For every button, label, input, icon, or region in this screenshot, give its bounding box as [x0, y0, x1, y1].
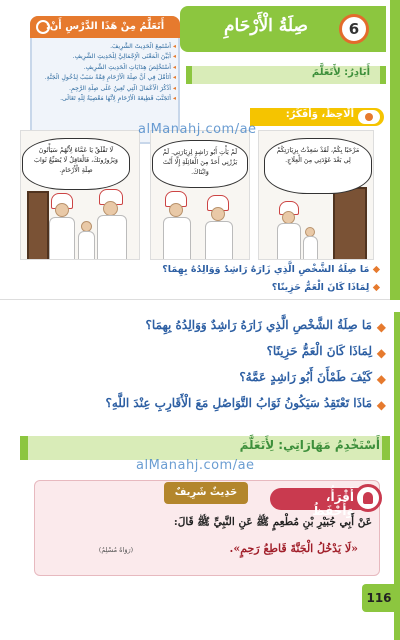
question-bottom-2: لِمَاذَا كَانَ الْعَمُّ حَزِينًا؟	[266, 344, 372, 358]
bullet-icon: ◆	[376, 372, 386, 386]
skills-section-label: أَسْتَخْدِمُ مَهَارَاتِي: لِأَتَعَلَّمَ	[239, 438, 380, 452]
page-edge-strip	[390, 0, 400, 300]
eye-icon	[356, 108, 382, 126]
lesson-number-badge: 6	[339, 14, 369, 44]
goal-item: ◂ أُبَيِّنَ الْمَعْنَى الْإِجْمَالِيَّ لِلْحَدِيثِ الشَّرِيفِ.	[36, 52, 176, 62]
hadith-tag: حَدِيثٌ شَرِيفٌ	[164, 482, 248, 504]
goal-item: ◂ أَتَجَنَّبَ قَطِيعَةَ الْأَرْحَامِ لِأَنَّهَا مَعْصِيَةٌ لِلَّهِ تَعَالَى.	[36, 94, 176, 104]
question-bottom-3: كَيْفَ طَمْأَنَ أَبُو رَاشِدٍ عَمَّهُ؟	[239, 370, 372, 384]
speech-bubble-left: لَا تَقْلَقْ يَا عَمَّاهُ لِأَنَّهُمْ سَيَأْتُونَ وَيَزُورُونَكَ، فَالْعَاقِلُ لَا يُضَيِّعُ ثَوَابَ صِلَةِ الْأَرْحَامِ.	[22, 138, 130, 190]
goal-item: ◂ أَتَأَمَّلَ فِي أَنَّ صِلَةَ الْأَرْحَامِ قِمَّةٌ سَبَبٌ لِدُخُولِ الْجَنَّةِ.	[36, 73, 176, 83]
hadith-narration: عَنْ أَبِي جُبَيْرِ بْنِ مُطْعِمٍ ﷺ عَنِ النَّبِيِّ ﷺ قَالَ:	[173, 516, 372, 528]
door-illustration	[27, 191, 49, 260]
bullet-icon: ◆	[372, 282, 380, 293]
hadith-text: «لَا يَدْخُلُ الْجَنَّةَ قَاطِعُ رَحِمٍ».	[229, 542, 358, 555]
goal-item: ◂ أَسْتَخْلِصَ هِدَايَاتِ الْحَدِيثِ الشَّرِيفِ.	[36, 63, 176, 73]
child-figure	[303, 236, 318, 260]
bullet-icon: ◆	[372, 264, 380, 275]
speech-bubble-right: مَرْحَبًا بِكُمْ، لَقَدْ سَعِدْتُ بِزِيَارَتِكُمْ لِي بَعْدَ عَوْدَتِي مِنَ الْعِلَاجِ.	[264, 138, 372, 194]
observe-section-label: أُلَاحِظُ، وَأُفَكِّرُ:	[285, 109, 354, 120]
person-figure	[97, 215, 127, 260]
goal-item: ◂ أَذْكُرَ الْأَعْمَالَ الَّتِي تُعِينُ عَلَى صِلَةِ الرَّحِمِ.	[36, 84, 176, 94]
watermark-text: alManahj.com/ae	[136, 458, 255, 473]
read-memorize-label: أَقْرَأُ، وَأَحْفَظُ	[312, 490, 354, 518]
bullet-icon: ◆	[376, 398, 386, 412]
question-text: مَا صِلَةُ الشَّخْصِ الَّذِي زَارَهُ رَاشِدٌ وَوَالِدُهُ بِهِمَا؟	[162, 264, 370, 275]
speech-bubble-middle: لَمْ يَأْتِ أَبُو رَاشِدٍ لِزِيَارَتِي. لَمْ يَزُرْنِي أَحَدٌ مِنَ الْعَائِلَةِ إِلَّا أَنْتَ وَابْنَاكَ.	[152, 140, 248, 188]
person-head	[103, 201, 118, 216]
person-figure	[163, 217, 191, 260]
person-head	[211, 207, 225, 221]
watermark-text: alManahj.com/ae	[138, 122, 257, 137]
person-head	[169, 203, 183, 217]
door-illustration	[333, 187, 367, 260]
question-text: لِمَاذَا كَانَ الْعَمُّ حَزِينًا؟	[271, 282, 370, 293]
question-top-2	[170, 282, 380, 296]
hadith-source: (رَوَاهُ مُسْلِمٌ)	[98, 546, 134, 554]
bullet-icon: ◆	[376, 346, 386, 360]
reader-icon	[354, 484, 382, 512]
person-figure	[49, 217, 75, 260]
child-figure	[78, 231, 95, 260]
person-head	[55, 203, 69, 217]
question-top-1	[162, 264, 380, 278]
person-figure	[205, 221, 233, 260]
page-number: 116	[362, 584, 396, 612]
target-icon	[36, 20, 50, 34]
question-bottom-1: مَا صِلَةُ الشَّخْصِ الَّذِي زَارَهُ رَاشِدٌ وَوَالِدُهُ بِهِمَا؟	[145, 318, 372, 332]
bullet-icon: ◆	[376, 320, 386, 334]
learning-goals-heading: أَتَعَلَّمُ مِنْ هَذَا الدَّرْسِ أَنْ:	[30, 16, 180, 38]
question-bottom-4: مَاذَا تَعْتَقِدُ سَيَكُونُ ثَوَابُ التَّوَاصُلِ مَعَ الْأَقَارِبِ عِنْدَ اللَّهِ؟	[105, 396, 372, 410]
person-figure	[277, 223, 301, 260]
prepare-section-label: أَبَادِرُ: لِأَتَعَلَّمَ	[311, 67, 370, 78]
goal-item: ◂ أَسْتَمِعَ الْحَدِيثَ الشَّرِيفَ.	[36, 42, 176, 52]
lesson-title: صِلَةُ الْأَرْحَامِ	[224, 16, 308, 36]
